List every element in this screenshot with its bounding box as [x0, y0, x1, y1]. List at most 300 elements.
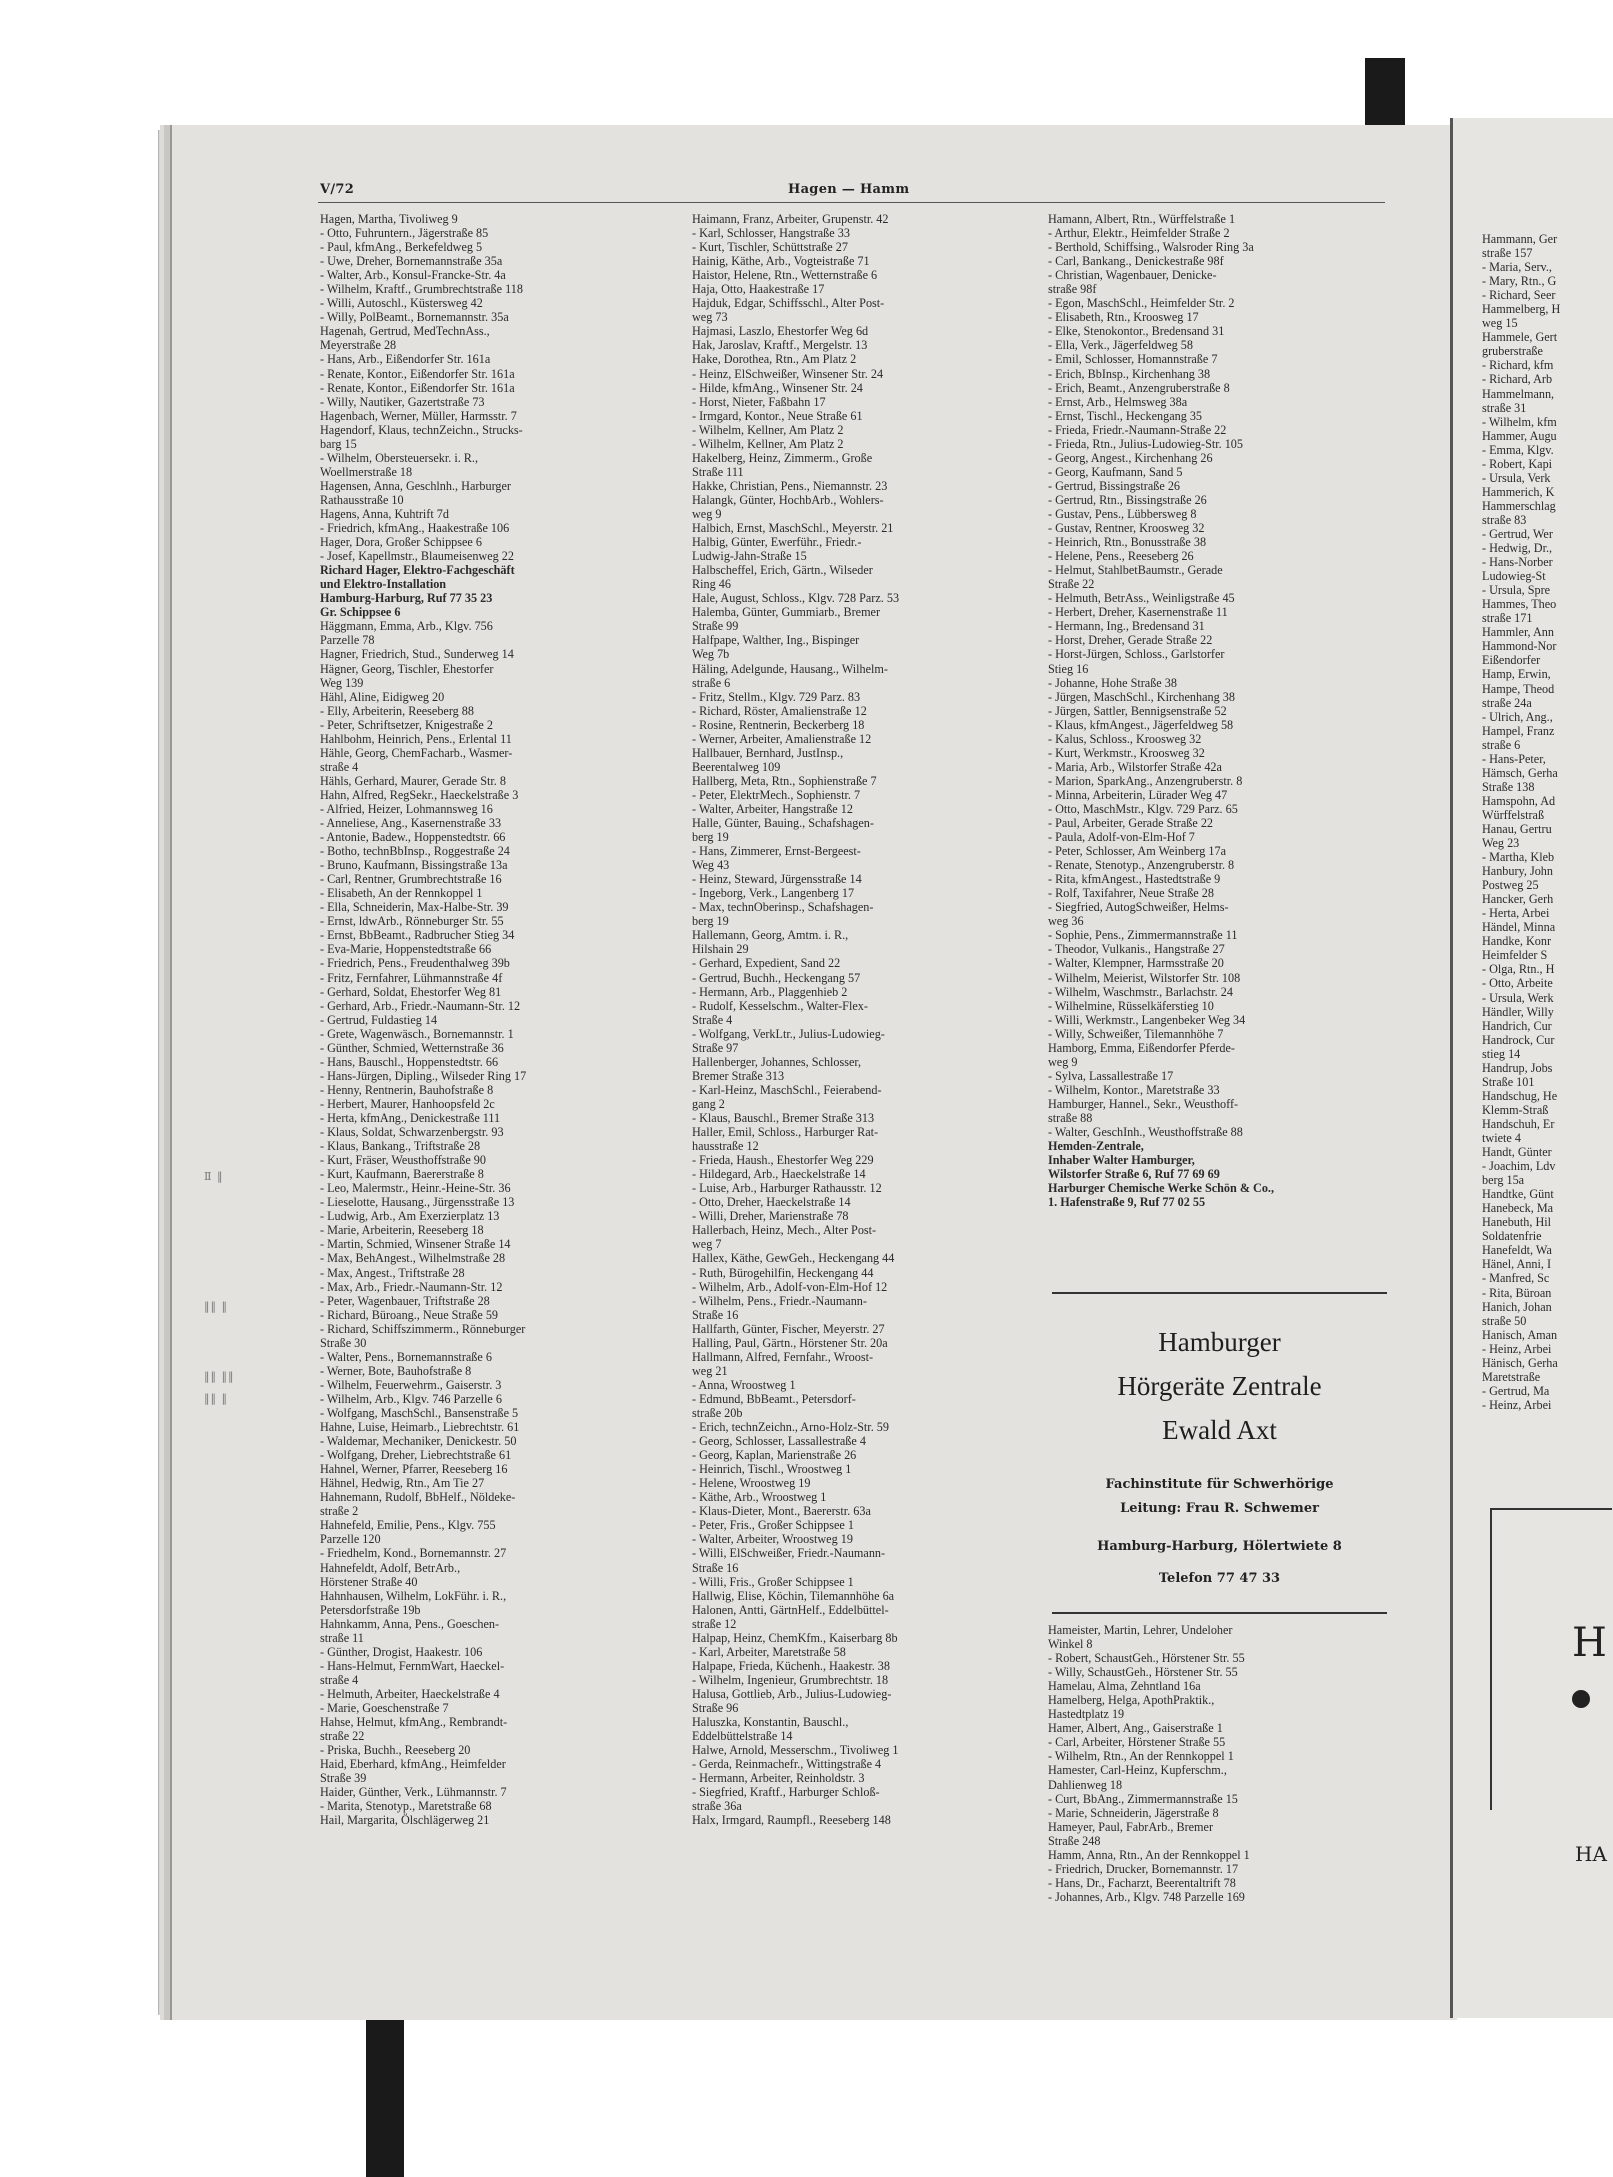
directory-entry: Hastedtplatz 19 [1048, 1707, 1125, 1722]
directory-entry: Hahnkamm, Anna, Pens., Goeschen- [320, 1616, 500, 1631]
directory-entry: - Friedrich, kfmAng., Haakestraße 106 [320, 521, 510, 536]
directory-entry: Hanau, Gertru [1482, 821, 1552, 836]
directory-entry: Hake, Dorothea, Rtn., Am Platz 2 [692, 352, 857, 367]
directory-entry: Bremer Straße 313 [692, 1068, 785, 1083]
directory-entry: - Herta, Arbei [1482, 906, 1550, 921]
directory-entry: Hamborg, Emma, Eißendorfer Pferde- [1048, 1040, 1235, 1055]
directory-entry: - Lieselotte, Hausang., Jürgensstraße 13 [320, 1195, 515, 1210]
directory-entry: Hörstener Straße 40 [320, 1574, 418, 1589]
directory-entry: - Richard, Arb [1482, 372, 1553, 387]
directory-entry: Straße 96 [692, 1700, 739, 1715]
directory-entry: Handke, Konr [1482, 934, 1552, 949]
directory-entry: Hale, August, Schloss., Klgv. 728 Parz. 53 [692, 591, 900, 606]
directory-entry: Straße 101 [1482, 1074, 1535, 1089]
directory-entry: - Peter, Fris., Großer Schippsee 1 [692, 1518, 854, 1533]
directory-entry: - Karl, Schlosser, Hangstraße 33 [692, 226, 850, 241]
directory-entry: Eddelbüttelstraße 14 [692, 1729, 793, 1744]
page-ref: V/72 [320, 182, 355, 197]
directory-entry: - Otto, Fuhruntern., Jägerstraße 85 [320, 226, 489, 241]
directory-entry: Hagner, Friedrich, Stud., Sunderweg 14 [320, 647, 514, 662]
ad-title-line-3: Ewald Axt [1162, 1415, 1277, 1445]
directory-entry: weg 9 [692, 506, 722, 521]
directory-entry: Harburger Chemische Werke Schön & Co., [1048, 1181, 1275, 1196]
directory-entry: - Henny, Rentnerin, Bauhofstraße 8 [320, 1082, 494, 1097]
directory-entry: - Max, technOberinsp., Schafshagen- [692, 900, 874, 915]
directory-entry: - Richard, Seer [1482, 288, 1556, 303]
directory-entry: Hägner, Georg, Tischler, Ehestorfer [320, 661, 494, 676]
directory-entry: Halpap, Heinz, ChemKfm., Kaiserbarg 8b [692, 1630, 898, 1645]
directory-entry: - Ursula, Verk [1482, 470, 1551, 485]
directory-entry: - Kurt, Kaufmann, Baererstraße 8 [320, 1167, 484, 1182]
directory-entry: - Gustav, Rentner, Kroosweg 32 [1048, 521, 1205, 536]
directory-entry: Hamelberg, Helga, ApothPraktik., [1048, 1693, 1215, 1708]
directory-entry: - Klaus, Soldat, Schwarzenbergstr. 93 [320, 1125, 504, 1140]
directory-entry: gang 2 [692, 1096, 725, 1111]
directory-entry: - Friedhelm, Kond., Bornemannstr. 27 [320, 1546, 507, 1561]
directory-column-3-continued [1048, 1623, 1388, 1904]
directory-entry: Halbig, Günter, Ewerführ., Friedr.- [692, 535, 862, 550]
directory-entry: Hanebeck, Ma [1482, 1201, 1554, 1216]
directory-entry: - Helene, Wroostweg 19 [692, 1476, 811, 1491]
directory-entry: - Willy, SchaustGeh., Hörstener Str. 55 [1048, 1665, 1238, 1680]
directory-entry: Straße 30 [320, 1335, 367, 1350]
directory-entry: Hanisch, Aman [1482, 1327, 1558, 1342]
directory-entry: - Wilhelm, Feuerwehrm., Gaiserstr. 3 [320, 1377, 502, 1392]
directory-entry: straße 4 [320, 1672, 359, 1687]
ad-subtitle: Fachinstitute für Schwerhörige [1105, 1477, 1334, 1492]
directory-entry: - Hedwig, Dr., [1482, 541, 1553, 556]
directory-entry: Handschug, He [1482, 1088, 1558, 1103]
directory-entry: - Heinz, Steward, Jürgensstraße 14 [692, 872, 862, 887]
directory-entry: Winkel 8 [1048, 1637, 1093, 1652]
directory-entry: - Peter, ElektrMech., Sophienstr. 7 [692, 787, 861, 802]
directory-entry: Straße 111 [692, 464, 744, 479]
directory-entry: Haluszka, Konstantin, Bauschl., [692, 1715, 849, 1730]
directory-entry: Würffelstraß [1482, 807, 1545, 822]
directory-entry: Halle, Günter, Bauing., Schafshagen- [692, 816, 874, 831]
directory-entry: - Rosine, Rentnerin, Beckerberg 18 [692, 717, 865, 732]
directory-entry: Hahnemann, Rudolf, BbHelf., Nöldeke- [320, 1490, 516, 1505]
directory-entry: - Marie, Arbeiterin, Reeseberg 18 [320, 1223, 484, 1238]
directory-entry: und Elektro-Installation [320, 577, 447, 592]
page-stack-edge [158, 130, 170, 2015]
directory-entry: - Peter, Schriftsetzer, Knigestraße 2 [320, 717, 493, 732]
directory-entry: - Walter, Pens., Bornemannstraße 6 [320, 1349, 492, 1364]
directory-entry: - Fritz, Fernfahrer, Lühmannstraße 4f [320, 970, 503, 985]
directory-entry: Hallenberger, Johannes, Schlosser, [692, 1054, 862, 1069]
directory-entry: - Heinrich, Tischl., Wroostweg 1 [692, 1462, 852, 1477]
directory-entry: - Karl-Heinz, MaschSchl., Feierabend- [692, 1082, 882, 1097]
directory-entry: - Helmuth, Arbeiter, Haeckelstraße 4 [320, 1686, 500, 1701]
directory-entry: Hampel, Franz [1482, 723, 1555, 738]
bottom-black-tab [366, 2012, 404, 2177]
directory-entry: - Minna, Arbeiterin, Lürader Weg 47 [1048, 787, 1228, 802]
directory-entry: - Luise, Arb., Harburger Rathausstr. 12 [692, 1181, 882, 1196]
directory-entry: - Hans-Norber [1482, 555, 1553, 570]
directory-entry: - Otto, Arbeite [1482, 976, 1553, 991]
directory-entry: - Wilhelm, kfm [1482, 414, 1557, 429]
directory-entry: - Wilhelm, Kellner, Am Platz 2 [692, 436, 844, 451]
directory-entry: - Willy, PolBeamt., Bornemannstr. 35a [320, 310, 509, 325]
bullet-icon [1572, 1690, 1590, 1708]
directory-entry: Hagenbach, Werner, Müller, Harmsstr. 7 [320, 408, 517, 423]
directory-entry: - Ingeborg, Verk., Langenberg 17 [692, 886, 855, 901]
directory-entry: - Kurt, Fräser, Weusthoffstraße 90 [320, 1153, 486, 1168]
directory-entry: - Wolfgang, MaschSchl., Bansenstraße 5 [320, 1405, 519, 1420]
directory-entry: - Emil, Schlosser, Homannstraße 7 [1048, 352, 1218, 367]
directory-entry: Halling, Paul, Gärtn., Hörstener Str. 20a [692, 1335, 888, 1350]
directory-entry: - Sophie, Pens., Zimmermannstraße 11 [1048, 928, 1238, 943]
directory-entry: Hammler, Ann [1482, 625, 1554, 640]
directory-entry: Hanbury, John [1482, 864, 1553, 879]
directory-entry: Hak, Jaroslav, Kraftf., Mergelstr. 13 [692, 338, 868, 353]
directory-entry: Straße 4 [692, 1012, 733, 1027]
directory-entry: - Curt, BbAng., Zimmermannstraße 15 [1048, 1791, 1238, 1806]
directory-entry: - Heinz, ElSchweißer, Winsener Str. 24 [692, 366, 884, 381]
directory-entry: - Renate, Kontor., Eißendorfer Str. 161a [320, 366, 515, 381]
directory-entry: Haider, Günther, Verk., Lühmannstr. 7 [320, 1785, 507, 1800]
directory-entry: Hagendorf, Klaus, technZeichn., Strucks- [320, 422, 523, 437]
directory-entry: - Edmund, BbBeamt., Petersdorf- [692, 1391, 856, 1406]
directory-entry: straße 11 [320, 1630, 364, 1645]
directory-entry: - Wilhelm, Kraftf., Grumbrechtstraße 118 [320, 282, 523, 297]
directory-entry: berg 19 [692, 830, 729, 845]
directory-entry: Hähnel, Hedwig, Rtn., Am Tie 27 [320, 1476, 485, 1491]
directory-entry: - Ulrich, Ang., [1482, 709, 1553, 724]
directory-entry: Halangk, Günter, HochbArb., Wohlers- [692, 492, 884, 507]
directory-entry: - Hans, Dr., Facharzt, Beerentaltrift 78 [1048, 1875, 1236, 1890]
directory-entry: Richard Hager, Elektro-Fachgeschäft [320, 563, 515, 578]
directory-entry: - Waldemar, Mechaniker, Denickestr. 50 [320, 1434, 517, 1449]
directory-entry: Hagens, Anna, Kuhtrift 7d [320, 506, 449, 521]
directory-entry: - Helmut, StahlbetBaumstr., Gerade [1048, 563, 1223, 578]
directory-entry: Halpape, Frieda, Küchenh., Haakestr. 38 [692, 1658, 890, 1673]
directory-entry: - Werner, Arbeiter, Amalienstraße 12 [692, 731, 872, 746]
directory-entry: straße 36a [692, 1799, 742, 1814]
directory-entry: - Willi, ElSchweißer, Friedr.-Naumann- [692, 1546, 886, 1561]
margin-marks: ‖‖ ‖‖ [204, 1370, 235, 1383]
directory-entry: Stieg 16 [1048, 661, 1089, 676]
directory-entry: Petersdorfstraße 19b [320, 1602, 421, 1617]
directory-entry: - Fritz, Stellm., Klgv. 729 Parz. 83 [692, 689, 861, 704]
directory-entry: - Wilhelm, Pens., Friedr.-Naumann- [692, 1293, 867, 1308]
directory-entry: Straße 99 [692, 619, 739, 634]
directory-entry: Hamspohn, Ad [1482, 793, 1556, 808]
directory-entry: Hail, Margarita, Ölschlägerweg 21 [320, 1813, 490, 1828]
directory-entry: straße 83 [1482, 512, 1527, 527]
directory-entry: Woellmerstraße 18 [320, 464, 413, 479]
facing-ad-bottom-text: HA [1575, 1842, 1607, 1866]
directory-entry: - Theodor, Vulkanis., Hangstraße 27 [1048, 942, 1225, 957]
directory-entry: straße 6 [1482, 737, 1521, 752]
directory-entry: - Rolf, Taxifahrer, Neue Straße 28 [1048, 886, 1214, 901]
directory-entry: - Willi, Werkmstr., Langenbeker Weg 34 [1048, 1012, 1246, 1027]
directory-entry: - Richard, Röster, Amalienstraße 12 [692, 703, 867, 718]
directory-entry: Hagenah, Gertrud, MedTechnAss., [320, 324, 490, 339]
margin-marks: Ⅱ ‖ [204, 1170, 224, 1183]
directory-entry: - Friedrich, Drucker, Bornemannstr. 17 [1048, 1861, 1239, 1876]
directory-entry: - Willi, Autoschl., Küstersweg 42 [320, 296, 483, 311]
directory-entry: Hähle, Georg, ChemFacharb., Wasmer- [320, 745, 513, 760]
directory-entry: Straße 16 [692, 1560, 739, 1575]
directory-entry: - Wilhelmine, Rüsselkäferstieg 10 [1048, 998, 1214, 1013]
directory-entry: - Erich, technZeichn., Arno-Holz-Str. 59 [692, 1420, 889, 1435]
directory-entry: Hanebuth, Hil [1482, 1215, 1552, 1230]
directory-entry: - Willi, Fris., Großer Schippsee 1 [692, 1574, 854, 1589]
directory-entry: - Ruth, Bürogehilfin, Heckengang 44 [692, 1265, 874, 1280]
directory-entry: Weg 139 [320, 675, 364, 690]
directory-entry: weg 15 [1482, 316, 1518, 331]
directory-entry: Dahlienweg 18 [1048, 1777, 1123, 1792]
directory-entry: Meyerstraße 28 [320, 338, 397, 353]
directory-entry: - Christian, Wagenbauer, Denicke- [1048, 268, 1217, 283]
directory-entry: Hammelberg, H [1482, 302, 1561, 317]
directory-entry: weg 21 [692, 1363, 728, 1378]
directory-entry: Halfpape, Walther, Ing., Bispinger [692, 633, 860, 648]
directory-entry: - Werner, Bote, Bauhofstraße 8 [320, 1363, 472, 1378]
directory-entry: - Willy, Nautiker, Gazertstraße 73 [320, 394, 485, 409]
directory-entry: - Hans, Arb., Eißendorfer Str. 161a [320, 352, 491, 367]
directory-entry: - Hildegard, Arb., Haeckelstraße 14 [692, 1167, 866, 1182]
directory-entry: Händler, Willy [1482, 1004, 1554, 1019]
directory-entry: Hallemann, Georg, Amtm. i. R., [692, 928, 849, 943]
directory-entry: - Wilhelm, Meierist, Wilstorfer Str. 108 [1048, 970, 1241, 985]
directory-entry: Hancker, Gerh [1482, 892, 1554, 907]
directory-entry: Halusa, Gottlieb, Arb., Julius-Ludowieg- [692, 1686, 892, 1701]
directory-entry: Hammann, Ger [1482, 232, 1558, 246]
margin-marks: ‖‖ ‖ [204, 1300, 228, 1313]
directory-entry: Soldatenfrie [1482, 1229, 1542, 1244]
directory-entry: straße 20b [692, 1405, 743, 1420]
directory-entry: Hamm, Anna, Rtn., An der Rennkoppel 1 [1048, 1847, 1250, 1862]
directory-entry: - Wolfgang, VerkLtr., Julius-Ludowieg- [692, 1026, 885, 1041]
directory-entry: - Elly, Arbeiterin, Reeseberg 88 [320, 703, 474, 718]
directory-entry: Hamburger, Hannel., Sekr., Weusthoff- [1048, 1096, 1239, 1111]
directory-entry: weg 73 [692, 310, 728, 325]
ad-title-line-1: Hamburger [1158, 1327, 1281, 1357]
directory-entry: Straße 138 [1482, 779, 1535, 794]
directory-entry: - Friedrich, Pens., Freudenthalweg 39b [320, 956, 510, 971]
directory-entry: - Klaus, Bankang., Triftstraße 28 [320, 1139, 481, 1154]
directory-entry: - Marie, Schneiderin, Jägerstraße 8 [1048, 1805, 1219, 1820]
directory-entry: - Heinrich, Rtn., Bonusstraße 38 [1048, 535, 1207, 550]
directory-entry: straße 31 [1482, 400, 1527, 415]
directory-entry: - Mary, Rtn., G [1482, 274, 1557, 289]
directory-entry: Hameyer, Paul, FabrArb., Bremer [1048, 1819, 1214, 1834]
directory-entry: - Ursula, Werk [1482, 990, 1554, 1005]
directory-entry: Haimann, Franz, Arbeiter, Grupenstr. 42 [692, 212, 889, 226]
directory-entry: Halbich, Ernst, MaschSchl., Meyerstr. 21 [692, 521, 894, 536]
directory-entry: barg 15 [320, 436, 357, 451]
directory-entry: - Ella, Schneiderin, Max-Halbe-Str. 39 [320, 900, 509, 915]
directory-entry: - Wilhelm, Ingenieur, Grumbrechtstr. 18 [692, 1672, 889, 1687]
directory-entry: - Manfred, Sc [1482, 1271, 1550, 1286]
directory-entry: - Hans, Bauschl., Hoppenstedtstr. 66 [320, 1054, 499, 1069]
directory-entry: straße 171 [1482, 611, 1533, 626]
directory-entry: - Elisabeth, Rtn., Kroosweg 17 [1048, 310, 1199, 325]
directory-entry: stieg 14 [1482, 1046, 1521, 1061]
directory-entry: - Wilhelm, Kellner, Am Platz 2 [692, 422, 844, 437]
directory-entry: - Arthur, Elektr., Heimfelder Straße 2 [1048, 226, 1230, 241]
ad-top-rule [1052, 1292, 1387, 1294]
directory-entry: - Maria, Arb., Wilstorfer Straße 42a [1048, 759, 1222, 774]
directory-entry: - Hans, Zimmerer, Ernst-Bergeest- [692, 844, 861, 859]
directory-entry: Weg 43 [692, 858, 730, 873]
directory-entry: Hagensen, Anna, Geschlnh., Harburger [320, 478, 511, 493]
directory-entry: Eißendorfer [1482, 653, 1541, 668]
directory-entry: - Günther, Drogist, Haakestr. 106 [320, 1644, 483, 1659]
ad-management: Leitung: Frau R. Schwemer [1120, 1501, 1319, 1516]
directory-entry: Hainig, Käthe, Arb., Vogteistraße 71 [692, 254, 870, 269]
directory-entry: - Carl, Bankang., Denickestraße 98f [1048, 254, 1224, 269]
directory-entry: - Frieda, Friedr.-Naumann-Straße 22 [1048, 422, 1227, 437]
directory-entry: Hallbauer, Bernhard, JustInsp., [692, 745, 844, 760]
directory-entry: Hampe, Theod [1482, 681, 1555, 696]
directory-entry: - Anneliese, Ang., Kasernenstraße 33 [320, 816, 502, 831]
header-rule [318, 202, 1385, 203]
directory-entry: - Gerda, Reinmachefr., Wittingstraße 4 [692, 1757, 882, 1772]
directory-entry: - Wilhelm, Obersteuersekr. i. R., [320, 450, 479, 465]
directory-entry: Haja, Otto, Haakestraße 17 [692, 282, 825, 297]
directory-entry: - Georg, Kaufmann, Sand 5 [1048, 464, 1183, 479]
directory-entry: - Gertrud, Wer [1482, 526, 1553, 541]
directory-entry: - Carl, Arbeiter, Hörstener Straße 55 [1048, 1735, 1226, 1750]
directory-entry: Hameister, Martin, Lehrer, Undeloher [1048, 1623, 1233, 1637]
directory-entry: straße 6 [692, 675, 731, 690]
directory-entry: berg 15a [1482, 1173, 1525, 1188]
directory-entry: - Martin, Schmied, Winsener Straße 14 [320, 1237, 511, 1252]
directory-entry: Hahnel, Werner, Pfarrer, Reeseberg 16 [320, 1462, 508, 1477]
directory-entry: Hammond-Nor [1482, 639, 1557, 654]
margin-marks: ‖‖ ‖ [204, 1392, 228, 1405]
directory-entry: - Walter, Arbeiter, Hangstraße 12 [692, 801, 853, 816]
directory-entry: Hahse, Helmut, kfmAng., Rembrandt- [320, 1715, 508, 1730]
directory-entry: - Olga, Rtn., H [1482, 962, 1555, 977]
directory-entry: Hahne, Luise, Heimarb., Liebrechtstr. 61 [320, 1420, 520, 1435]
directory-entry: - Leo, Malermstr., Heinr.-Heine-Str. 36 [320, 1181, 511, 1196]
directory-entry: Hammerich, K [1482, 484, 1555, 499]
directory-entry: Hanich, Johan [1482, 1299, 1552, 1314]
directory-entry: Hallmann, Alfred, Fernfahr., Wroost- [692, 1349, 874, 1364]
directory-entry: - Klaus, kfmAngest., Jägerfeldweg 58 [1048, 717, 1234, 732]
directory-entry: - Herbert, Dreher, Kasernenstraße 11 [1048, 605, 1228, 620]
directory-entry: - Peter, Wagenbauer, Triftstraße 28 [320, 1293, 490, 1308]
directory-entry: Hanefeldt, Wa [1482, 1243, 1552, 1258]
directory-entry: - Botho, technBbInsp., Roggestraße 24 [320, 844, 510, 859]
directory-entry: - Maria, Serv., [1482, 260, 1552, 275]
directory-entry: Handrich, Cur [1482, 1018, 1552, 1033]
directory-entry: - Johannes, Arb., Klgv. 748 Parzelle 169 [1048, 1889, 1245, 1904]
directory-entry: Hamester, Carl-Heinz, Kupferschm., [1048, 1763, 1227, 1778]
directory-entry: - Erich, Beamt., Anzengruberstraße 8 [1048, 380, 1230, 395]
directory-entry: - Max, Angest., Triftstraße 28 [320, 1265, 465, 1280]
directory-entry: - Günther, Schmied, Wetternstraße 36 [320, 1040, 504, 1055]
directory-entry: Hallberg, Meta, Rtn., Sophienstraße 7 [692, 773, 877, 788]
directory-entry: Hakke, Christian, Pens., Niemannstr. 23 [692, 478, 888, 493]
directory-entry: twiete 4 [1482, 1131, 1521, 1145]
directory-entry: - Sylva, Lassallestraße 17 [1048, 1068, 1174, 1083]
directory-entry: Halonen, Antti, GärtnHelf., Eddelbüttel- [692, 1602, 889, 1617]
directory-entry: Halwe, Arnold, Messerschm., Tivoliweg 1 [692, 1743, 899, 1758]
directory-entry: Handrup, Jobs [1482, 1060, 1553, 1075]
directory-entry: Heimfelder S [1482, 948, 1548, 963]
directory-entry: - Priska, Buchh., Reeseberg 20 [320, 1743, 471, 1758]
directory-entry: - Eva-Marie, Hoppenstedtstraße 66 [320, 942, 492, 957]
directory-entry: - Ernst, ldwArb., Rönneburger Str. 55 [320, 914, 504, 929]
directory-entry: Handrock, Cur [1482, 1032, 1555, 1047]
directory-entry: - Martha, Kleb [1482, 850, 1555, 865]
directory-entry: Händel, Minna [1482, 920, 1556, 935]
directory-entry: Halbscheffel, Erich, Gärtn., Wilseder [692, 563, 873, 578]
directory-entry: Hämsch, Gerha [1482, 765, 1558, 780]
directory-entry: - Wolfgang, Dreher, Liebrechtstraße 61 [320, 1448, 512, 1463]
directory-entry: - Gertrud, Buchh., Heckengang 57 [692, 970, 861, 985]
directory-entry: Hahnefeldt, Adolf, BetrArb., [320, 1560, 461, 1575]
directory-entry: - Walter, Arb., Konsul-Francke-Str. 4a [320, 268, 506, 283]
directory-entry: straße 88 [1048, 1111, 1093, 1125]
directory-entry: - Paula, Adolf-von-Elm-Hof 7 [1048, 830, 1195, 845]
directory-column-3 [1048, 212, 1388, 1209]
directory-entry: Hamelau, Alma, Zehntland 16a [1048, 1679, 1201, 1694]
directory-entry: weg 9 [1048, 1054, 1078, 1069]
directory-entry: Hamann, Albert, Rtn., Würffelstraße 1 [1048, 212, 1236, 226]
directory-entry: Wilstorfer Straße 6, Ruf 77 69 69 [1048, 1167, 1220, 1182]
directory-entry: - Kurt, Werkmstr., Kroosweg 32 [1048, 745, 1205, 760]
directory-entry: - Egon, MaschSchl., Heimfelder Str. 2 [1048, 296, 1235, 311]
directory-entry: - Horst, Dreher, Gerade Straße 22 [1048, 633, 1213, 648]
directory-entry: - Wilhelm, Kontor., Maretstraße 33 [1048, 1082, 1220, 1097]
directory-entry: Hallwig, Elise, Köchin, Tilemannhöhe 6a [692, 1588, 895, 1603]
directory-entry: - Grete, Wagenwäsch., Bornemannstr. 1 [320, 1026, 514, 1041]
directory-entry: - Wilhelm, Rtn., An der Rennkoppel 1 [1048, 1749, 1234, 1764]
directory-entry: Maretstraße [1482, 1369, 1541, 1384]
directory-entry: 1. Hafenstraße 9, Ruf 77 02 55 [1048, 1195, 1206, 1210]
directory-entry: Parzelle 78 [320, 633, 375, 648]
directory-entry: Ludowieg-St [1482, 569, 1546, 584]
directory-entry: - Otto, MaschMstr., Klgv. 729 Parz. 65 [1048, 801, 1238, 816]
directory-entry: - Anna, Wroostweg 1 [692, 1377, 796, 1392]
directory-entry: - Georg, Kaplan, Marienstraße 26 [692, 1448, 857, 1463]
directory-entry: Hammes, Theo [1482, 597, 1557, 612]
directory-entry: - Uwe, Dreher, Bornemannstraße 35a [320, 254, 503, 269]
directory-entry: Hammerschlag [1482, 498, 1556, 513]
directory-entry: Ring 46 [692, 577, 731, 592]
directory-entry: - Gertrud, Rtn., Bissingstraße 26 [1048, 492, 1207, 507]
directory-entry: - Hermann, Arbeiter, Reinholdstr. 3 [692, 1771, 865, 1786]
directory-entry: - Käthe, Arb., Wroostweg 1 [692, 1490, 827, 1505]
directory-entry: - Klaus-Dieter, Mont., Baererstr. 63a [692, 1504, 871, 1519]
directory-entry: Weg 7b [692, 647, 730, 662]
directory-entry: straße 98f [1048, 282, 1097, 297]
directory-entry: - Marie, Goeschenstraße 7 [320, 1700, 449, 1715]
directory-entry: - Joachim, Ldv [1482, 1159, 1556, 1174]
directory-column-2 [692, 212, 1034, 1827]
directory-entry: - Klaus, Bauschl., Bremer Straße 313 [692, 1111, 875, 1125]
directory-entry: gruberstraße [1482, 344, 1543, 359]
directory-entry: - Hilde, kfmAng., Winsener Str. 24 [692, 380, 863, 395]
directory-entry: - Antonie, Badew., Hoppenstedtstr. 66 [320, 830, 506, 845]
directory-entry: Handschuh, Er [1482, 1116, 1555, 1131]
directory-entry: Haistor, Helene, Rtn., Wetternstraße 6 [692, 268, 878, 283]
directory-entry: - Walter, Klempner, Harmsstraße 20 [1048, 956, 1224, 971]
directory-entry: - Otto, Dreher, Haeckelstraße 14 [692, 1195, 851, 1210]
directory-entry: - Hermann, Ing., Bredensand 31 [1048, 619, 1205, 634]
directory-entry: - Carl, Rentner, Grumbrechtstraße 16 [320, 872, 502, 887]
directory-entry: Straße 248 [1048, 1833, 1101, 1848]
directory-entry: - Hans-Jürgen, Dipling., Wilseder Ring 17 [320, 1068, 527, 1083]
ad-title-line-2: Hörgeräte Zentrale [1117, 1371, 1322, 1401]
directory-entry: Hemden-Zentrale, [1048, 1139, 1144, 1154]
